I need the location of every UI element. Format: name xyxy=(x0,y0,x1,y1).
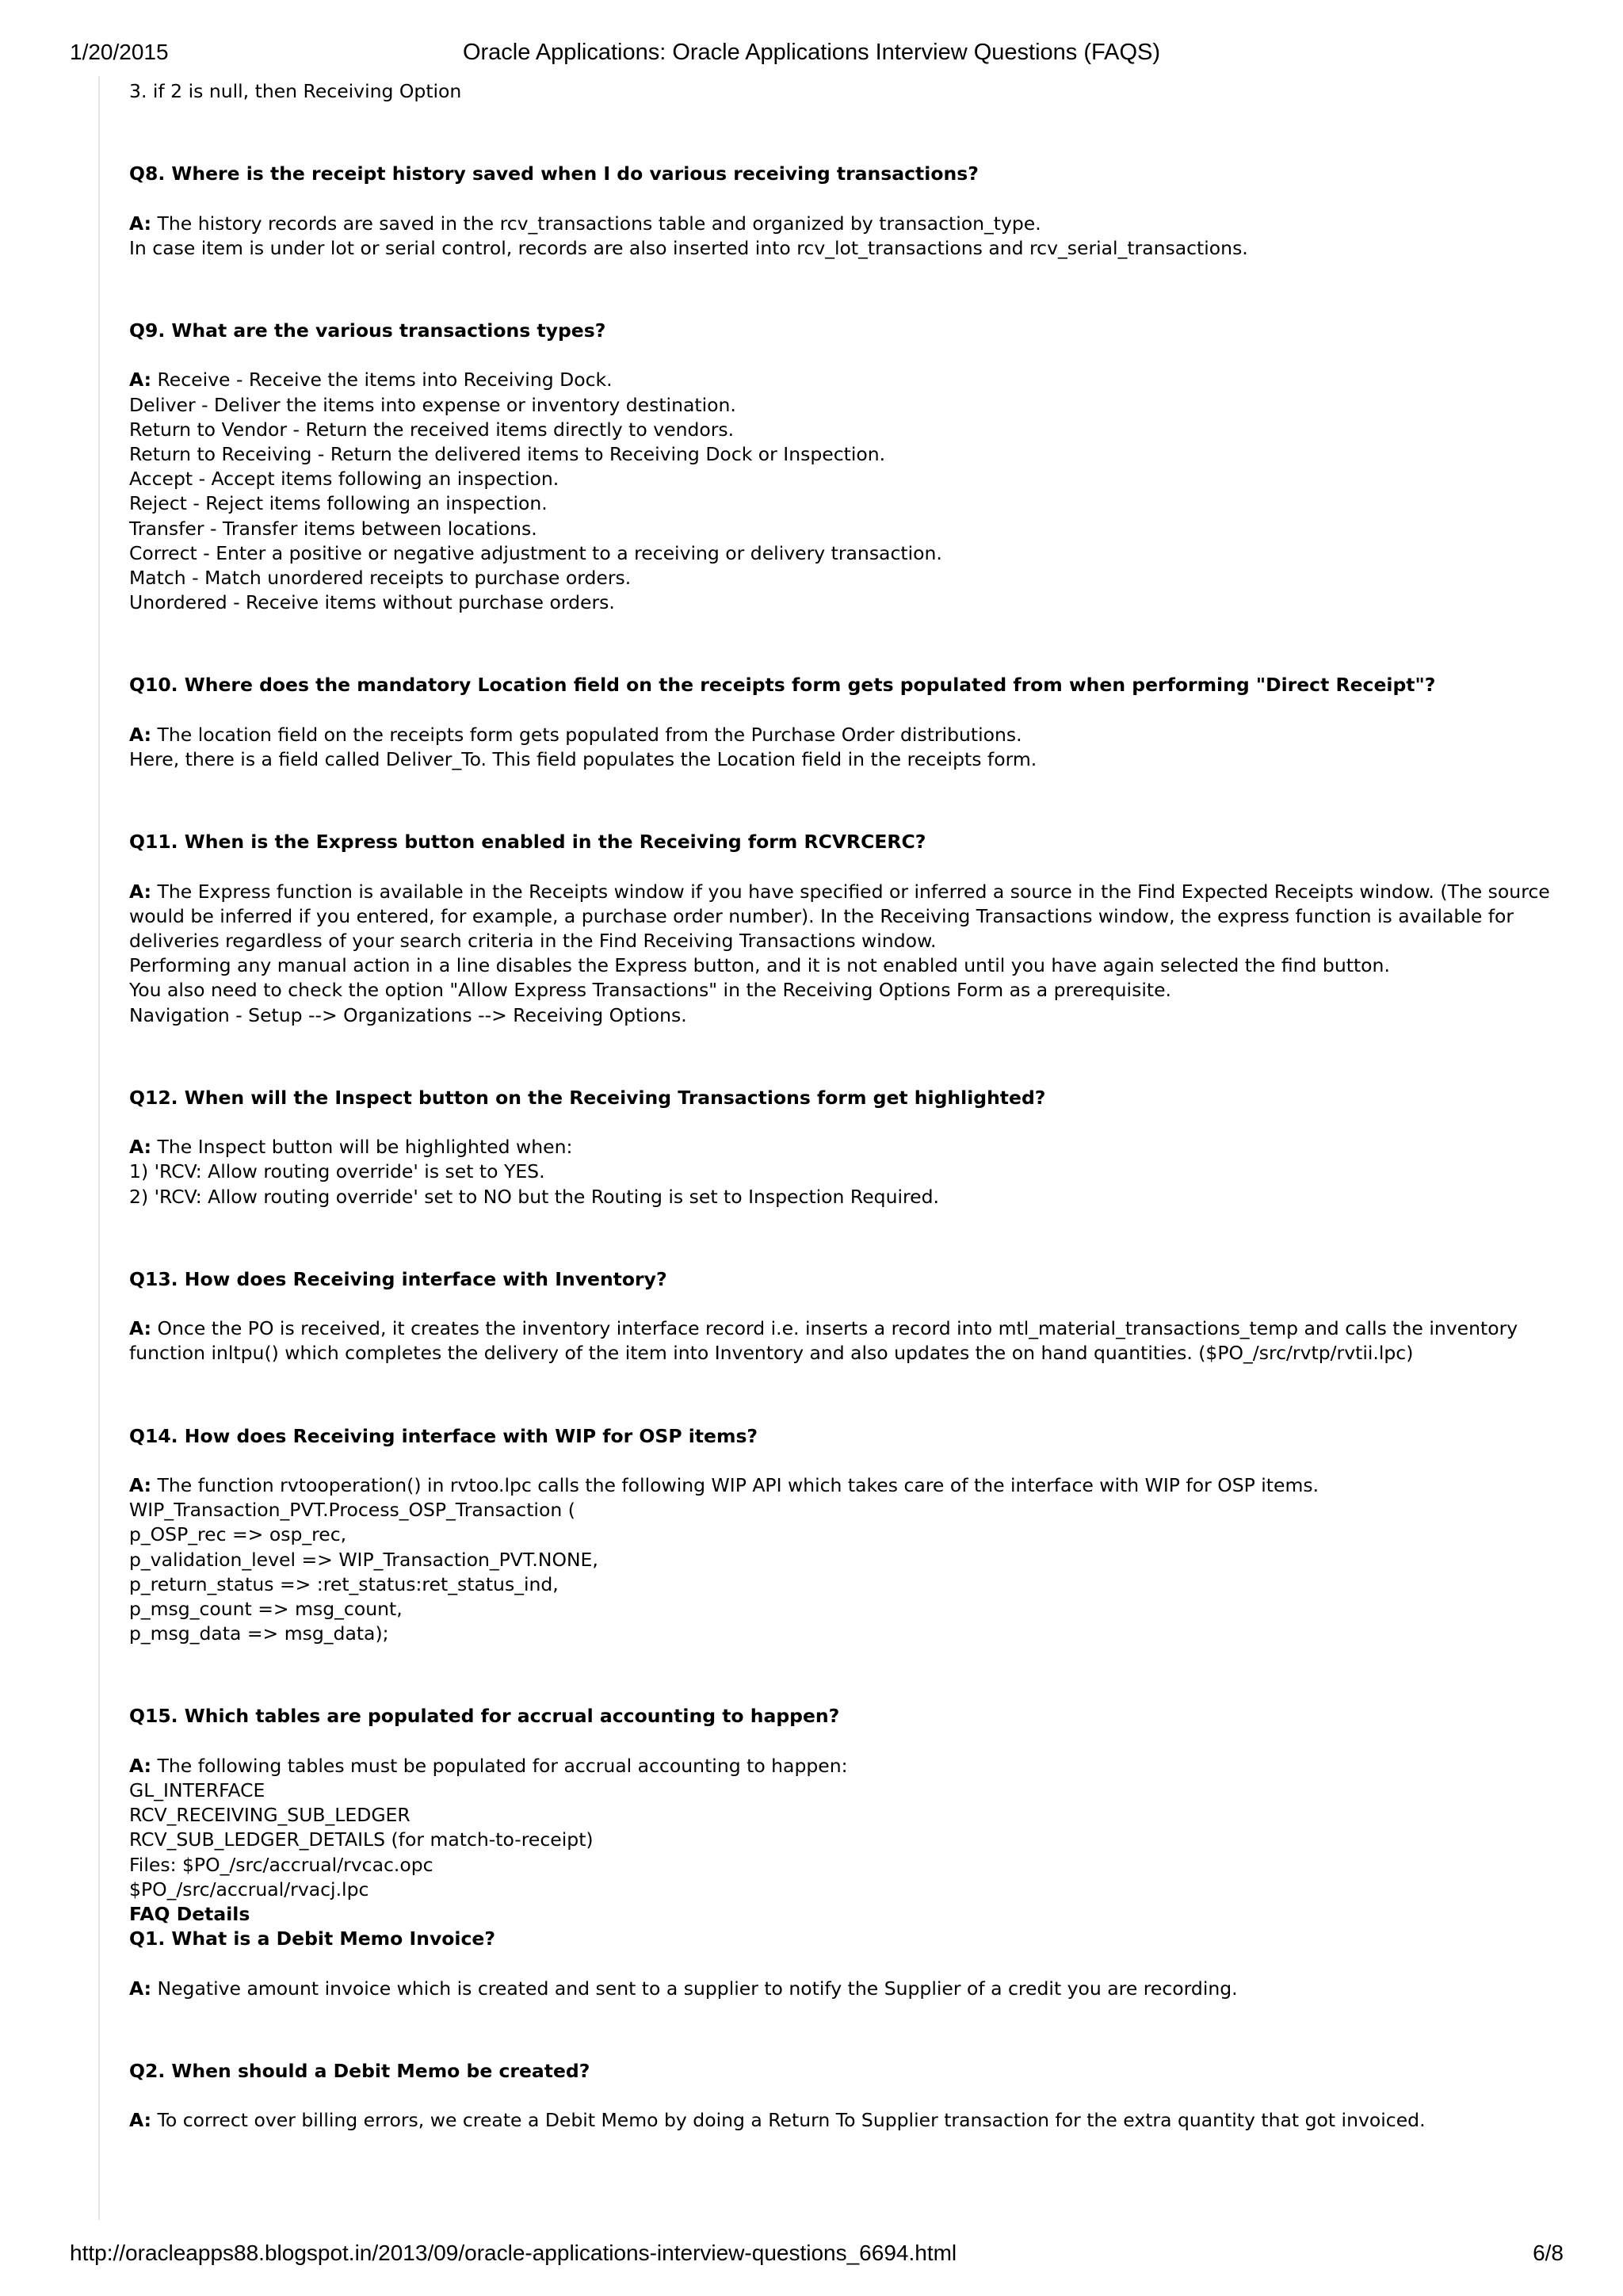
answer-line: 2) 'RCV: Allow routing override' set to NO but the Routing is set to Inspection Required. xyxy=(129,1185,939,1208)
answer-line: Transfer - Transfer items between locations. xyxy=(129,517,537,540)
answer-label: A: xyxy=(129,1474,152,1497)
answer-q10 xyxy=(129,723,1568,747)
answer-label: A: xyxy=(129,880,152,903)
answer-line: p_msg_data => msg_data); xyxy=(129,1622,389,1645)
answer-label: A: xyxy=(129,1317,152,1340)
question-q15: Q15. Which tables are populated for accrual accounting to happen? xyxy=(129,1705,840,1728)
answer-q8 xyxy=(129,212,1568,236)
answer-q9 xyxy=(129,368,1568,392)
answer-d1 xyxy=(129,1977,1568,2001)
answer-q13 xyxy=(129,1316,1568,1366)
answer-line: In case item is under lot or serial control, records are also inserted into rcv_lot_transactions and rcv_serial_transactions. xyxy=(129,236,1248,259)
answer-text: The function rvtooperation() in rvtoo.lpc calls the following WIP API which takes care of the interface with WIP for OSP items. xyxy=(157,1474,1319,1497)
answer-text: The following tables must be populated for accrual accounting to happen: xyxy=(157,1754,848,1777)
answer-q14 xyxy=(129,1473,1568,1498)
answer-d2 xyxy=(129,2108,1568,2133)
header-title: Oracle Applications: Oracle Applications Interview Questions (FAQS) xyxy=(462,40,1161,65)
answer-line: Unordered - Receive items without purchase orders. xyxy=(129,591,615,614)
question-q14: Q14. How does Receiving interface with WIP for OSP items? xyxy=(129,1424,758,1447)
answer-line: Return to Receiving - Return the delivered items to Receiving Dock or Inspection. xyxy=(129,443,886,465)
answer-q15 xyxy=(129,1754,1568,1778)
question-q11: Q11. When is the Express button enabled in the Receiving form RCVRCERC? xyxy=(129,831,926,854)
intro-line: 3. if 2 is null, then Receiving Option xyxy=(129,80,462,102)
answer-line: You also need to check the option "Allow Express Transactions" in the Receiving Options Form as a prerequisite. xyxy=(129,979,1172,1002)
answer-text: The Express function is available in the Receipts window if you have specified or inferred a source in the Find Expected Receipts window. (The source would be inferred if you entered, for example, a purchase order number). In the Receiving Transactions window, the express function is available for deliveries regardless of your search criteria in the Find Receiving Transactions window. xyxy=(129,880,1550,953)
answer-text: The history records are saved in the rcv_transactions table and organized by transaction_type. xyxy=(157,212,1041,235)
footer-page-number: 6/8 xyxy=(1533,2241,1564,2265)
answer-label: A: xyxy=(129,1977,152,2000)
answer-line: Navigation - Setup --> Organizations --> Receiving Options. xyxy=(129,1003,687,1026)
answer-line: RCV_RECEIVING_SUB_LEDGER xyxy=(129,1804,411,1827)
answer-line: RCV_SUB_LEDGER_DETAILS (for match-to-receipt) xyxy=(129,1828,594,1851)
answer-line: p_validation_level => WIP_Transaction_PVT.NONE, xyxy=(129,1548,598,1571)
answer-text: Receive - Receive the items into Receiving Dock. xyxy=(157,369,613,392)
question-d1: Q1. What is a Debit Memo Invoice? xyxy=(129,1927,495,1950)
answer-line: WIP_Transaction_PVT.Process_OSP_Transaction ( xyxy=(129,1499,575,1522)
answer-line: Files: $PO_/src/accrual/rvcac.opc xyxy=(129,1853,433,1876)
page-content xyxy=(129,79,1568,2133)
answer-label: A: xyxy=(129,723,152,746)
answer-line: Accept - Accept items following an inspection. xyxy=(129,468,559,491)
question-q12: Q12. When will the Inspect button on the Receiving Transactions form get highlighted? xyxy=(129,1086,1046,1109)
faq-details-heading: FAQ Details xyxy=(129,1903,250,1926)
question-q9: Q9. What are the various transactions types? xyxy=(129,319,606,342)
answer-text: Negative amount invoice which is created and sent to a supplier to notify the Supplier of a credit you are recording. xyxy=(157,1977,1238,2000)
footer-url: http://oracleapps88.blogspot.in/2013/09/oracle-applications-interview-questions_6694.html xyxy=(70,2241,957,2265)
answer-label: A: xyxy=(129,212,152,235)
answer-line: p_return_status => :ret_status:ret_status_ind, xyxy=(129,1572,559,1595)
answer-line: p_OSP_rec => osp_rec, xyxy=(129,1523,347,1546)
answer-line: GL_INTERFACE xyxy=(129,1779,265,1802)
answer-line: Deliver - Deliver the items into expense or inventory destination. xyxy=(129,393,736,416)
answer-text: To correct over billing errors, we create a Debit Memo by doing a Return To Supplier transaction for the extra quantity that got invoiced. xyxy=(157,2109,1426,2132)
answer-line: Here, there is a field called Deliver_To. This field populates the Location field in the receipts form. xyxy=(129,748,1037,771)
answer-q11 xyxy=(129,880,1568,954)
answer-line: $PO_/src/accrual/rvacj.lpc xyxy=(129,1878,369,1901)
answer-line: Match - Match unordered receipts to purchase orders. xyxy=(129,567,632,590)
answer-line: Reject - Reject items following an inspection. xyxy=(129,492,548,515)
answer-line: Correct - Enter a positive or negative adjustment to a receiving or delivery transaction. xyxy=(129,541,942,564)
header-date: 1/20/2015 xyxy=(70,40,169,64)
question-q8: Q8. Where is the receipt history saved when I do various receiving transactions? xyxy=(129,162,979,185)
answer-label: A: xyxy=(129,1754,152,1777)
answer-line: Performing any manual action in a line disables the Express button, and it is not enabled until you have again selected the find button. xyxy=(129,954,1390,977)
question-q10: Q10. Where does the mandatory Location field on the receipts form gets populated from when performing "Direct Receipt"? xyxy=(129,674,1436,697)
question-d2: Q2. When should a Debit Memo be created? xyxy=(129,2059,590,2082)
answer-text: The location field on the receipts form gets populated from the Purchase Order distributions. xyxy=(157,723,1022,746)
left-rule xyxy=(98,76,100,2220)
answer-label: A: xyxy=(129,2109,152,2132)
answer-text: Once the PO is received, it creates the inventory interface record i.e. inserts a record into mtl_material_transactions_temp and calls the inventory function inltpu() which completes the delivery of the item into Inventory and also updates the on hand quantities. ($PO_/src/rvtp/rvtii.lpc) xyxy=(129,1317,1518,1365)
answer-text: The Inspect button will be highlighted when: xyxy=(157,1136,573,1159)
question-q13: Q13. How does Receiving interface with Inventory? xyxy=(129,1267,667,1290)
answer-label: A: xyxy=(129,369,152,392)
answer-line: Return to Vendor - Return the received items directly to vendors. xyxy=(129,418,735,441)
answer-line: p_msg_count => msg_count, xyxy=(129,1598,403,1621)
answer-label: A: xyxy=(129,1136,152,1159)
answer-q12 xyxy=(129,1135,1568,1159)
answer-line: 1) 'RCV: Allow routing override' is set to YES. xyxy=(129,1160,545,1183)
